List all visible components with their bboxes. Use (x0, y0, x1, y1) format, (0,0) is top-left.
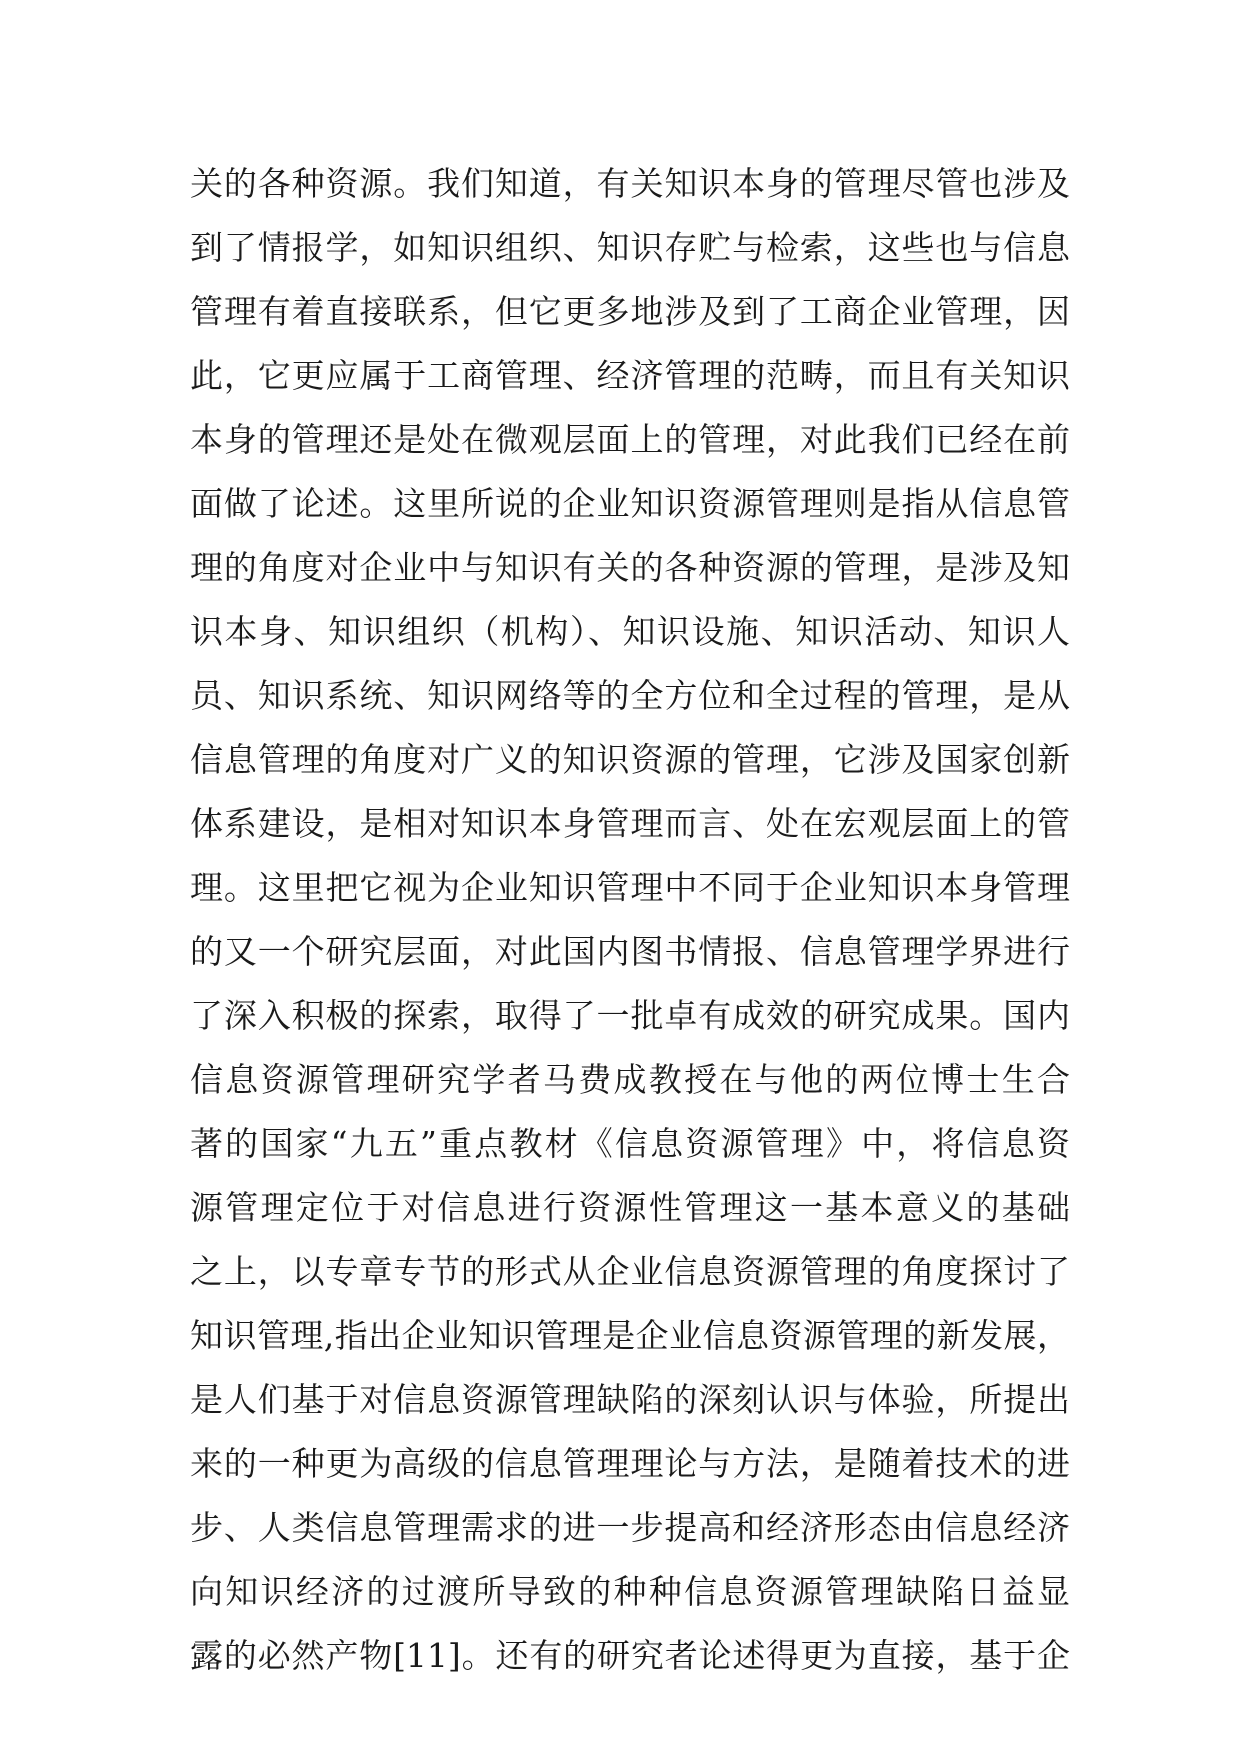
text-line: 向知识经济的过渡所导致的种种信息资源管理缺陷日益显 (190, 1572, 1070, 1611)
text-line: 信息管理的角度对广义的知识资源的管理，它涉及国家创新 (190, 740, 1070, 779)
body-paragraph (190, 152, 1070, 1688)
text-line: 信息资源管理研究学者马费成教授在与他的两位博士生合 (190, 1060, 1070, 1099)
text-line: 员、知识系统、知识网络等的全方位和全过程的管理，是从 (190, 676, 1070, 715)
text-line: 著的国家“九五”重点教材《信息资源管理》中，将信息资 (190, 1124, 1070, 1163)
text-line: 是人们基于对信息资源管理缺陷的深刻认识与体验，所提出 (190, 1380, 1070, 1419)
text-line: 此，它更应属于工商管理、经济管理的范畴，而且有关知识 (190, 356, 1070, 395)
text-line: 管理有着直接联系，但它更多地涉及到了工商企业管理，因 (190, 292, 1070, 331)
text-line: 的又一个研究层面，对此国内图书情报、信息管理学界进行 (190, 932, 1070, 971)
text-line: 识本身、知识组织（机构）、知识设施、知识活动、知识人 (190, 612, 1070, 651)
text-line: 本身的管理还是处在微观层面上的管理，对此我们已经在前 (190, 420, 1070, 459)
text-line: 步、人类信息管理需求的进一步提高和经济形态由信息经济 (190, 1508, 1070, 1547)
text-line: 理的角度对企业中与知识有关的各种资源的管理，是涉及知 (190, 548, 1070, 587)
text-line: 知识管理,指出企业知识管理是企业信息资源管理的新发展， (190, 1316, 1070, 1355)
text-line: 了深入积极的探索，取得了一批卓有成效的研究成果。国内 (190, 996, 1070, 1035)
text-line: 到了情报学，如知识组织、知识存贮与检索，这些也与信息 (190, 228, 1070, 267)
text-line: 面做了论述。这里所说的企业知识资源管理则是指从信息管 (190, 484, 1070, 523)
text-line: 体系建设，是相对知识本身管理而言、处在宏观层面上的管 (190, 804, 1070, 843)
text-line: 理。这里把它视为企业知识管理中不同于企业知识本身管理 (190, 868, 1070, 907)
text-line: 来的一种更为高级的信息管理理论与方法，是随着技术的进 (190, 1444, 1070, 1483)
text-line: 露的必然产物[11]。还有的研究者论述得更为直接，基于企 (190, 1636, 1070, 1675)
text-line: 关的各种资源。我们知道，有关知识本身的管理尽管也涉及 (190, 164, 1070, 203)
text-line: 源管理定位于对信息进行资源性管理这一基本意义的基础 (190, 1188, 1070, 1227)
text-line: 之上，以专章专节的形式从企业信息资源管理的角度探讨了 (190, 1252, 1070, 1291)
